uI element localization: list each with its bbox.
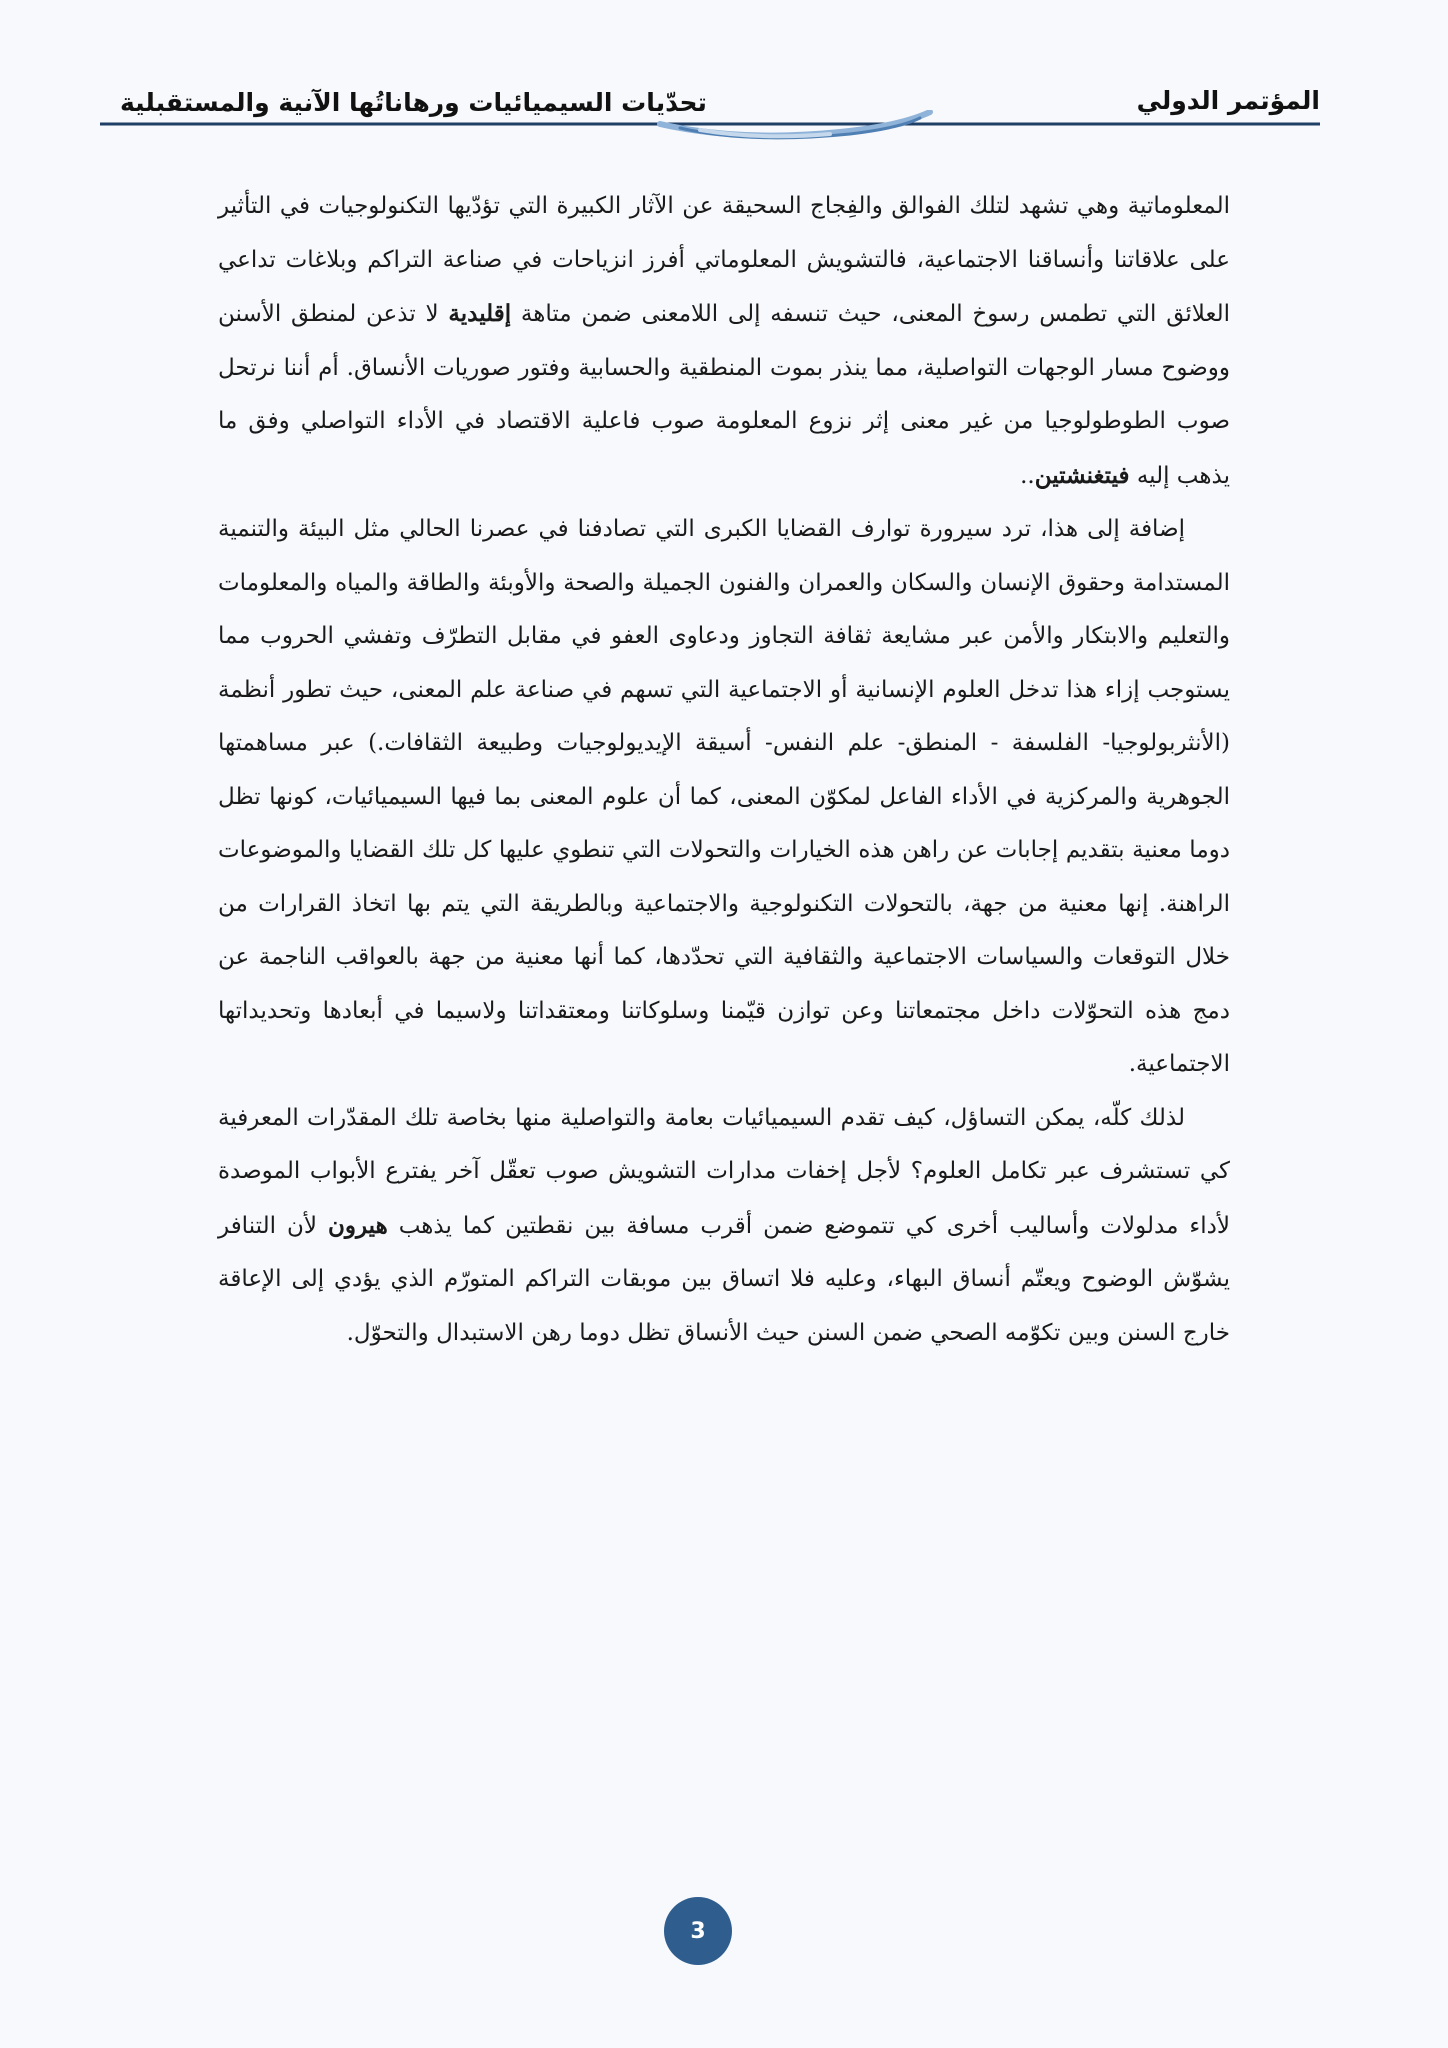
paragraph-3: لذلك كلّه، يمكن التساؤل، كيف تقدم السيميائيات بعامة والتواصلية منها بخاصة تلك المقدّرات المعرفية كي تستشرف عبر تكامل العلوم؟ لأجل إخفات مدارات التشويش صوب تعقّل آخر يفترع الأبواب الموصدة لأداء مدلولات وأساليب أخرى كي تتموضع ضمن أقرب مسافة بين نقطتين كما يذهب هيرون لأن التنافر يشوّش الوضوح ويعتّم أنساق البهاء، وعليه فلا اتساق بين موبقات التراكم المتورّم الذي يؤدي إلى الإعاقة خارج السنن وبين تكوّمه الصحي ضمن السنن حيث الأنساق تظل دوما رهن الاستبدال والتحوّل. xyxy=(218,1104,1230,1346)
article-body xyxy=(218,180,1230,1360)
paragraph-2: إضافة إلى هذا، ترد سيرورة توارف القضايا الكبرى التي تصادفنا في عصرنا الحالي مثل البيئة والتنمية المستدامة وحقوق الإنسان والسكان والعمران والفنون الجميلة والصحة والأوبئة والطاقة والمياه والمعلومات والتعليم والابتكار والأمن عبر مشايعة ثقافة التجاوز ودعاوى العفو في مقابل التطرّف وتفشي الحروب مما يستوجب إزاء هذا تدخل العلوم الإنسانية أو الاجتماعية التي تسهم في صناعة علم المعنى، حيث تطور أنظمة (الأنثربولوجيا- الفلسفة - المنطق- علم النفس- أسيقة الإيديولوجيات وطبيعة الثقافات.) عبر مساهمتها الجوهرية والمركزية في الأداء الفاعل لمكوّن المعنى، كما أن علوم المعنى بما فيها السيميائيات، كونها تظل دوما معنية بتقديم إجابات عن راهن هذه الخيارات والتحولات التي تنطوي عليها كل تلك القضايا والموضوعات الراهنة. إنها معنية من جهة، بالتحولات التكنولوجية والاجتماعية وبالطريقة التي يتم بها اتخاذ القرارات من خلال التوقعات والسياسات الاجتماعية والثقافية التي تحدّدها، كما أنها معنية من جهة بالعواقب الناجمة عن دمج هذه التحوّلات داخل مجتمعاتنا وعن توازن قيّمنا وسلوكاتنا ومعتقداتنا ولاسيما في أبعادها وتحديداتها الاجتماعية. xyxy=(218,516,1230,1077)
page-number: 3 xyxy=(690,1918,706,1944)
page-header xyxy=(100,80,1320,150)
bold-term-euclidean: إقليدية xyxy=(448,300,512,327)
conference-label: المؤتمر الدولي xyxy=(1136,86,1320,115)
bold-term-wittgenstein: فيتغنشتين xyxy=(1034,461,1130,489)
header-decorative-rule xyxy=(100,110,1320,150)
page-number-badge xyxy=(664,1897,732,1965)
paragraph-1: المعلوماتية وهي تشهد لتلك الفوالق والفِجاج السحيقة عن الآثار الكبيرة التي تؤدّيها التكنولوجيات في التأثير على علاقاتنا وأنساقنا الاجتماعية، فالتشويش المعلوماتي أفرز انزياحات في صناعة التراكم وبلاغات تداعي العلائق التي تطمس رسوخ المعنى، حيث تنسفه إلى اللامعنى ضمن متاهة إقليدية لا تذعن لمنطق الأسنن ووضوح مسار الوجهات التواصلية، مما ينذر بموت المنطقية والحسابية وفتور صوريات الأنساق. أم أننا نرتحل صوب الطوطولوجيا من غير معنى إثر نزوع المعلومة صوب فاعلية الاقتصاد في الأداء التواصلي وفق ما يذهب إليه فيتغنشتين.. xyxy=(218,193,1230,489)
conference-theme: تحدّيات السيميائيات ورهاناتُها الآنية والمستقبلية xyxy=(120,88,707,117)
bold-term-heron: هيرون xyxy=(327,1211,388,1239)
